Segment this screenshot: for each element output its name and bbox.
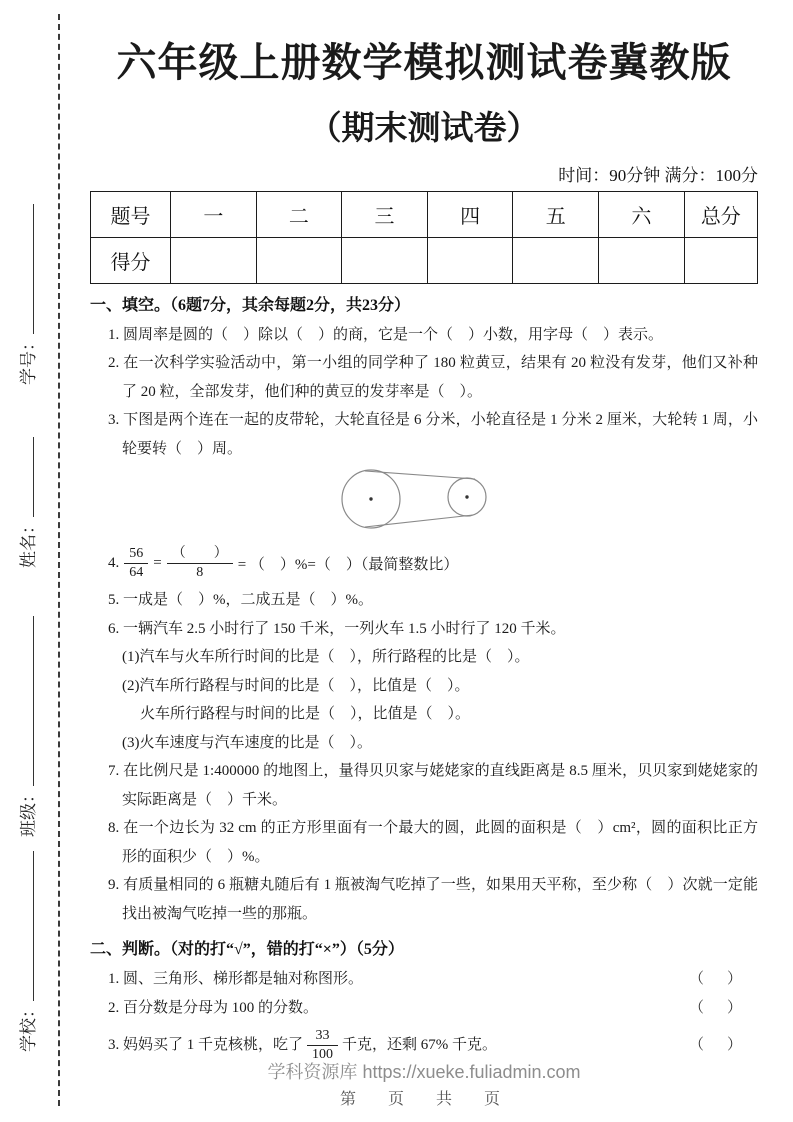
fill-q4 [90,540,758,586]
score-row-label: 得分 [91,238,171,284]
judge-q2-answer-bracket: （ ） [688,999,746,1016]
fill-q2: 2. 在一次科学实验活动中，第一小组的同学种了 180 粒黄豆，结果有 20 粒没有发芽，他们又补种了 20 粒，全部发芽，他们种的黄豆的发芽率是（ ）。 [108,355,758,400]
name-label: 姓名： [19,517,38,568]
binding-labels [14,52,39,1052]
belt-bottom-line [365,515,473,527]
page-subtitle: （期末测试卷） [308,109,540,146]
q4-fraction-2 [167,545,233,581]
class-blank-line [19,616,34,786]
page-title: 六年级上册数学模拟测试卷冀教版 [116,41,732,85]
judge-q2-text: 2. 百分数是分母为 100 的分数。 [108,999,319,1016]
fill-q6-sub2b: 火车所行路程与时间的比是（ ），比值是（ ）。 [140,706,471,723]
judge-q1 [90,965,758,994]
score-cell-empty [427,238,513,284]
fill-q6-sub3: (3)火车速度与汽车速度的比是（ ）。 [122,734,372,751]
score-table-header-cell: 二 [256,192,342,238]
score-table-header-cell: 五 [513,192,599,238]
score-table-header-cell: 六 [599,192,685,238]
large-wheel-center-dot [369,498,372,501]
judge-q1-text: 1. 圆、三角形、梯形都是轴对称图形。 [108,971,364,988]
section2-heading: 二、判断。（对的打“√”，错的打“×”）（5分） [90,941,404,959]
q4-rest: = （ ）%=（ ）（最简整数比） [237,556,459,573]
exam-paper [90,0,758,1068]
judge-q3-answer-bracket: （ ） [688,1036,746,1053]
score-cell-empty [256,238,342,284]
q4-number: 4. [108,554,120,571]
score-table-header-row [91,192,758,238]
judge-q3-frac-numerator: 33 [307,1027,338,1046]
fill-q3: 3. 下图是两个连在一起的皮带轮，大轮直径是 6 分米，小轮直径是 1 分米 2 厘米，大轮转 1 周，小轮要转（ ）周。 [108,412,758,457]
student-id-blank-line [19,204,34,334]
score-table-header-cell: 三 [342,192,428,238]
footer-page-indicator: 第 页 共 页 [339,1091,508,1108]
fill-q6-sub2: (2)汽车所行路程与时间的比是（ ），比值是（ ）。 [122,677,470,694]
q4-frac2-numerator: （ ） [167,545,233,564]
q4-frac1-denominator: 64 [129,564,144,580]
q4-fraction-1 [124,545,148,581]
fill-q1: 1. 圆周率是圆的（ ）除以（ ）的商，它是一个（ ）小数，用字母（ ）表示。 [108,326,664,343]
fill-q8: 8. 在一个边长为 32 cm 的正方形里面有一个最大的圆，此圆的面积是（ ）cm²，圆的面积比正方形的面积少（ ）%。 [108,820,758,865]
fill-q9: 9. 有质量相同的 6 瓶糖丸随后有 1 瓶被淘气吃掉了一些，如果用天平称，至少称（ ）次就一定能找出被淘气吃掉一些的那瓶。 [108,877,758,922]
q4-equals: = [153,554,162,571]
time-score-meta: 时间：90分钟 满分：100分 [558,166,758,185]
q4-frac2-denominator: 8 [196,564,204,580]
section1-heading: 一、填空。（6题7分，其余每题2分，共23分） [90,297,411,314]
judge-q3-post: 千克，还剩 67% 千克。 [342,1036,498,1053]
class-label: 班级： [19,786,38,837]
pulley-figure-svg [309,465,539,533]
score-table-header-cell: 总分 [684,192,757,238]
fill-q7: 7. 在比例尺是 1:400000 的地图上，量得贝贝家与姥姥家的直线距离是 8.5 厘米，贝贝家到姥姥家的实际距离是（ ）千米。 [108,763,758,808]
name-blank-line [19,437,34,517]
judge-q3-frac-denominator: 100 [312,1046,334,1062]
small-wheel-center-dot [465,496,468,499]
score-table-header-cell: 一 [171,192,257,238]
judge-q1-answer-bracket: （ ） [688,971,746,988]
score-cell-empty [342,238,428,284]
footer-source: 学科资源库 https://xueke.fuliadmin.com [267,1062,581,1082]
judge-q3-pre: 3. 妈妈买了 1 千克核桃，吃了 [108,1036,304,1053]
score-table-header-cell: 题号 [91,192,171,238]
score-table-score-row [91,238,758,284]
q4-frac1-numerator: 56 [124,545,148,564]
binding-dashed-line [58,14,60,1106]
score-cell-empty [599,238,685,284]
school-blank-line [19,851,34,1001]
score-table-header-cell: 四 [427,192,513,238]
score-cell-empty [513,238,599,284]
school-label: 学校： [19,1001,38,1052]
fill-q6-sub1: (1)汽车与火车所行时间的比是（ ），所行路程的比是（ ）。 [122,649,530,666]
student-id-label: 学号： [19,334,38,385]
score-cell-empty [684,238,757,284]
judge-q2 [90,994,758,1023]
fill-q5: 5. 一成是（ ）%，二成五是（ ）%。 [108,592,373,609]
pulley-figure [90,465,758,538]
score-cell-empty [171,238,257,284]
page-footer [90,1058,758,1109]
fill-q6: 6. 一辆汽车 2.5 小时行了 150 千米，一列火车 1.5 小时行了 120 千米。 [108,620,566,637]
score-table [90,191,758,284]
